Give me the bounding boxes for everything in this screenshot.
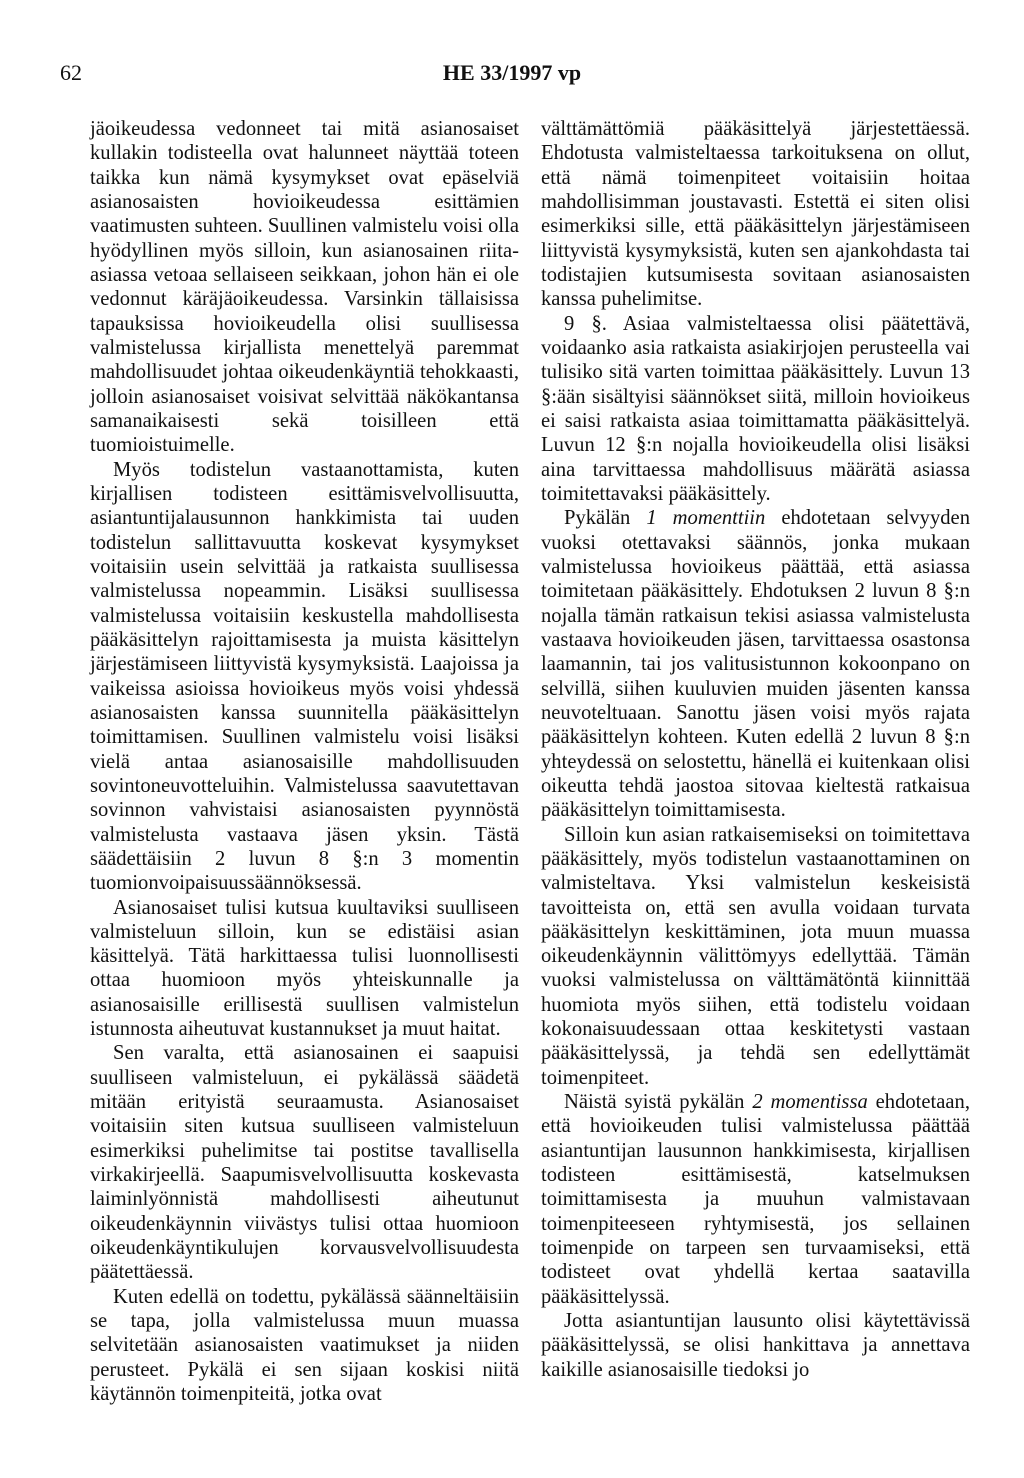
paragraph-lead: Näistä syistä pykälän [564,1091,745,1114]
paragraph [541,1090,970,1309]
paragraph-rest: ehdotetaan selvyyden vuoksi otettavaksi säännös, jonka mukaan valmistelussa hovioikeus päättää, että asiassa toimitetaan pääkäsittely. Ehdotuksen 2 luvun 8 §:n nojalla tämän ratkaisun tekisi asiassa valmistelusta vastaava hovioikeuden jäsen, tarvittaessa osastonsa laamannin, tai jos valitusistunnon kokoonpano on selvillä, siihen kuuluvien muiden jäsenten kanssa neuvoteltuaan. Sanottu jäsen voisi myös rajata pääkäsittelyn kohteen. Kuten edellä 2 luvun 8 §:n yhteydessä on selostettu, hänellä ei kuitenkaan olisi oikeutta tehdä jaostoa sitovaa kieltestä ratkaisua pääkäsittelyn toimittamisesta. [541,507,970,822]
paragraph: Kuten edellä on todettu, pykälässä säänneltäisiin se tapa, jolla valmistelussa muun muassa selvitetään asianosaisten vaatimukset ja niiden perusteet. Pykälä ei sen sijaan koskisi niitä käytännön toimenpiteitä, jotka ovat [90,1285,519,1406]
italic-term: 1 momenttiin [646,507,766,530]
left-column [90,117,519,1406]
paragraph: Asianosaiset tulisi kutsua kuultaviksi suulliseen valmisteluun silloin, kun se edistäisi asian käsittelyä. Tätä harkittaessa tulisi luonnollisesti ottaa huomioon myös yhteiskunnalle ja asianosaisille erillisestä suullisen valmistelun istunnosta aiheutuvat kustannukset ja muut haitat. [90,896,519,1041]
paragraph: Myös todistelun vastaanottamista, kuten kirjallisen todisteen esittämisvelvollisuutta, asiantuntijalausunnon hankkimista tai uuden todistelun sallittavuutta koskevat kysymykset voitaisiin usein selvittää ja ratkaista suullisessa valmistelussa nopeammin. Lisäksi suullisessa valmistelussa voitaisiin keskustella mahdollisesta pääkäsittelyn rajoittamisesta ja muista käsittelyn järjestämiseen liittyvistä kysymyksistä. Laajoissa ja vaikeissa asioissa hovioikeus myös voisi yhdessä asianosaisten kanssa suunnitella pääkäsittelyn toimittamisen. Suullinen valmistelu voisi lisäksi vielä antaa asianosaisille mahdollisuuden sovintoneuvotteluihin. Valmistelussa saavutettavan sovinnon vahvistaisi asianosaisten pyynnöstä valmistelusta vastaava jäsen yksin. Tästä säädettäisiin 2 luvun 8 §:n 3 momentin tuomionvoipaisuussäännöksessä. [90,458,519,895]
paragraph: 9 §. Asiaa valmisteltaessa olisi päätettävä, voidaanko asia ratkaista asiakirjojen perusteella vai tulisiko sitä varten toimittaa pääkäsittely. Luvun 13 §:ään sisältyisi säännökset siitä, milloin hovioikeus ei saisi ratkaista asiaa toimittamatta pääkäsittelyä. Luvun 12 §:n nojalla hovioikeudella olisi lisäksi aina tarvittaessa mahdollisuus määrätä asiassa toimitettavaksi pääkäsittely. [541,312,970,505]
paragraph: Sen varalta, että asianosainen ei saapuisi suulliseen valmisteluun, ei pykälässä säädetä mitään erityistä seuraamusta. Asianosaiset voitaisiin siten kutsua suulliseen valmisteluun esimerkiksi puhelimitse tai postitse tavallisella virkakirjeellä. Saapumisvelvollisuutta koskevasta laiminlyönnistä mahdollisesti aiheutunut oikeudenkäynnin viivästys tulisi ottaa huomioon oikeudenkäyntikulujen korvausvelvollisuudesta päätettäessä. [90,1042,519,1284]
italic-term: 2 momentissa [752,1091,868,1114]
paragraph: välttämättömiä pääkäsittelyä järjestettäessä. Ehdotusta valmisteltaessa tarkoituksena on ollut, että nämä toimenpiteet voitaisiin hoitaa mahdollisimman joustavasti. Estettä ei siten olisi esimerkiksi sille, että pääkäsittelyn järjestämiseen liittyvistä kysymyksistä, kuten sen ajankohdasta tai todistajien kutsumisesta sovitaan asianosaisten kanssa puhelimitse. [541,118,970,311]
paragraph-lead: Pykälän [564,507,631,530]
right-column [541,117,970,1382]
paragraph-rest: ehdotetaan, että hovioikeuden tulisi valmistelussa päättää asiantuntijan lausunnon hankkimisesta, kirjallisen todisteen esittämisestä, katselmuksen toimittamisesta ja muuhun valmistavaan toimenpiteeseen ryhtymisestä, jos sellainen toimenpide on tarpeen sen turvaamiseksi, että todisteet ovat yhdellä kertaa saatavilla pääkäsittelyssä. [541,1091,970,1308]
paragraph: Silloin kun asian ratkaisemiseksi on toimitettava pääkäsittely, myös todistelun vastaanottaminen on valmisteltava. Yksi valmistelun keskeisistä tavoitteista on, että sen avulla voidaan turvata pääkäsittelyn keskittäminen, jota muun muassa oikeudenkäynnin välittömyys edellyttää. Tämän vuoksi valmistelussa on välttämätöntä kiinnittää huomiota myös siihen, että todistelu voidaan kokonaisuudessaan ottaa keskitetysti vastaan pääkäsittelyssä, ja tehdä sen edellyttämät toimenpiteet. [541,823,970,1089]
page-header [0,58,1024,92]
paragraph: jäoikeudessa vedonneet tai mitä asianosaiset kullakin todisteella ovat halunneet näyttää toteen taikka kun nämä kysymykset ovat epäselviä asianosaisten hovioikeudessa esittämien vaatimusten suhteen. Suullinen valmistelu voisi olla hyödyllinen myös silloin, kun asianosainen riita-asiassa vetoaa sellaiseen seikkaan, johon hän ei ole vedonnut käräjäoikeudessa. Varsinkin tällaisissa tapauksissa hovioikeudella olisi suullisessa valmistelussa kirjallista menettelyä paremmat mahdollisuudet johtaa oikeudenkäyntiä tehokkaasti, jolloin asianosaiset voisivat selvittää näkökantansa samanaikaisesti sekä toisilleen että tuomioistuimelle. [90,118,519,457]
document-id: HE 33/1997 vp [442,60,582,85]
paragraph: Jotta asiantuntijan lausunto olisi käytettävissä pääkäsittelyssä, se olisi hankittava ja annettava kaikille asianosaisille tiedoksi jo [541,1310,970,1381]
paragraph [541,506,970,822]
page-number: 62 [60,60,82,85]
